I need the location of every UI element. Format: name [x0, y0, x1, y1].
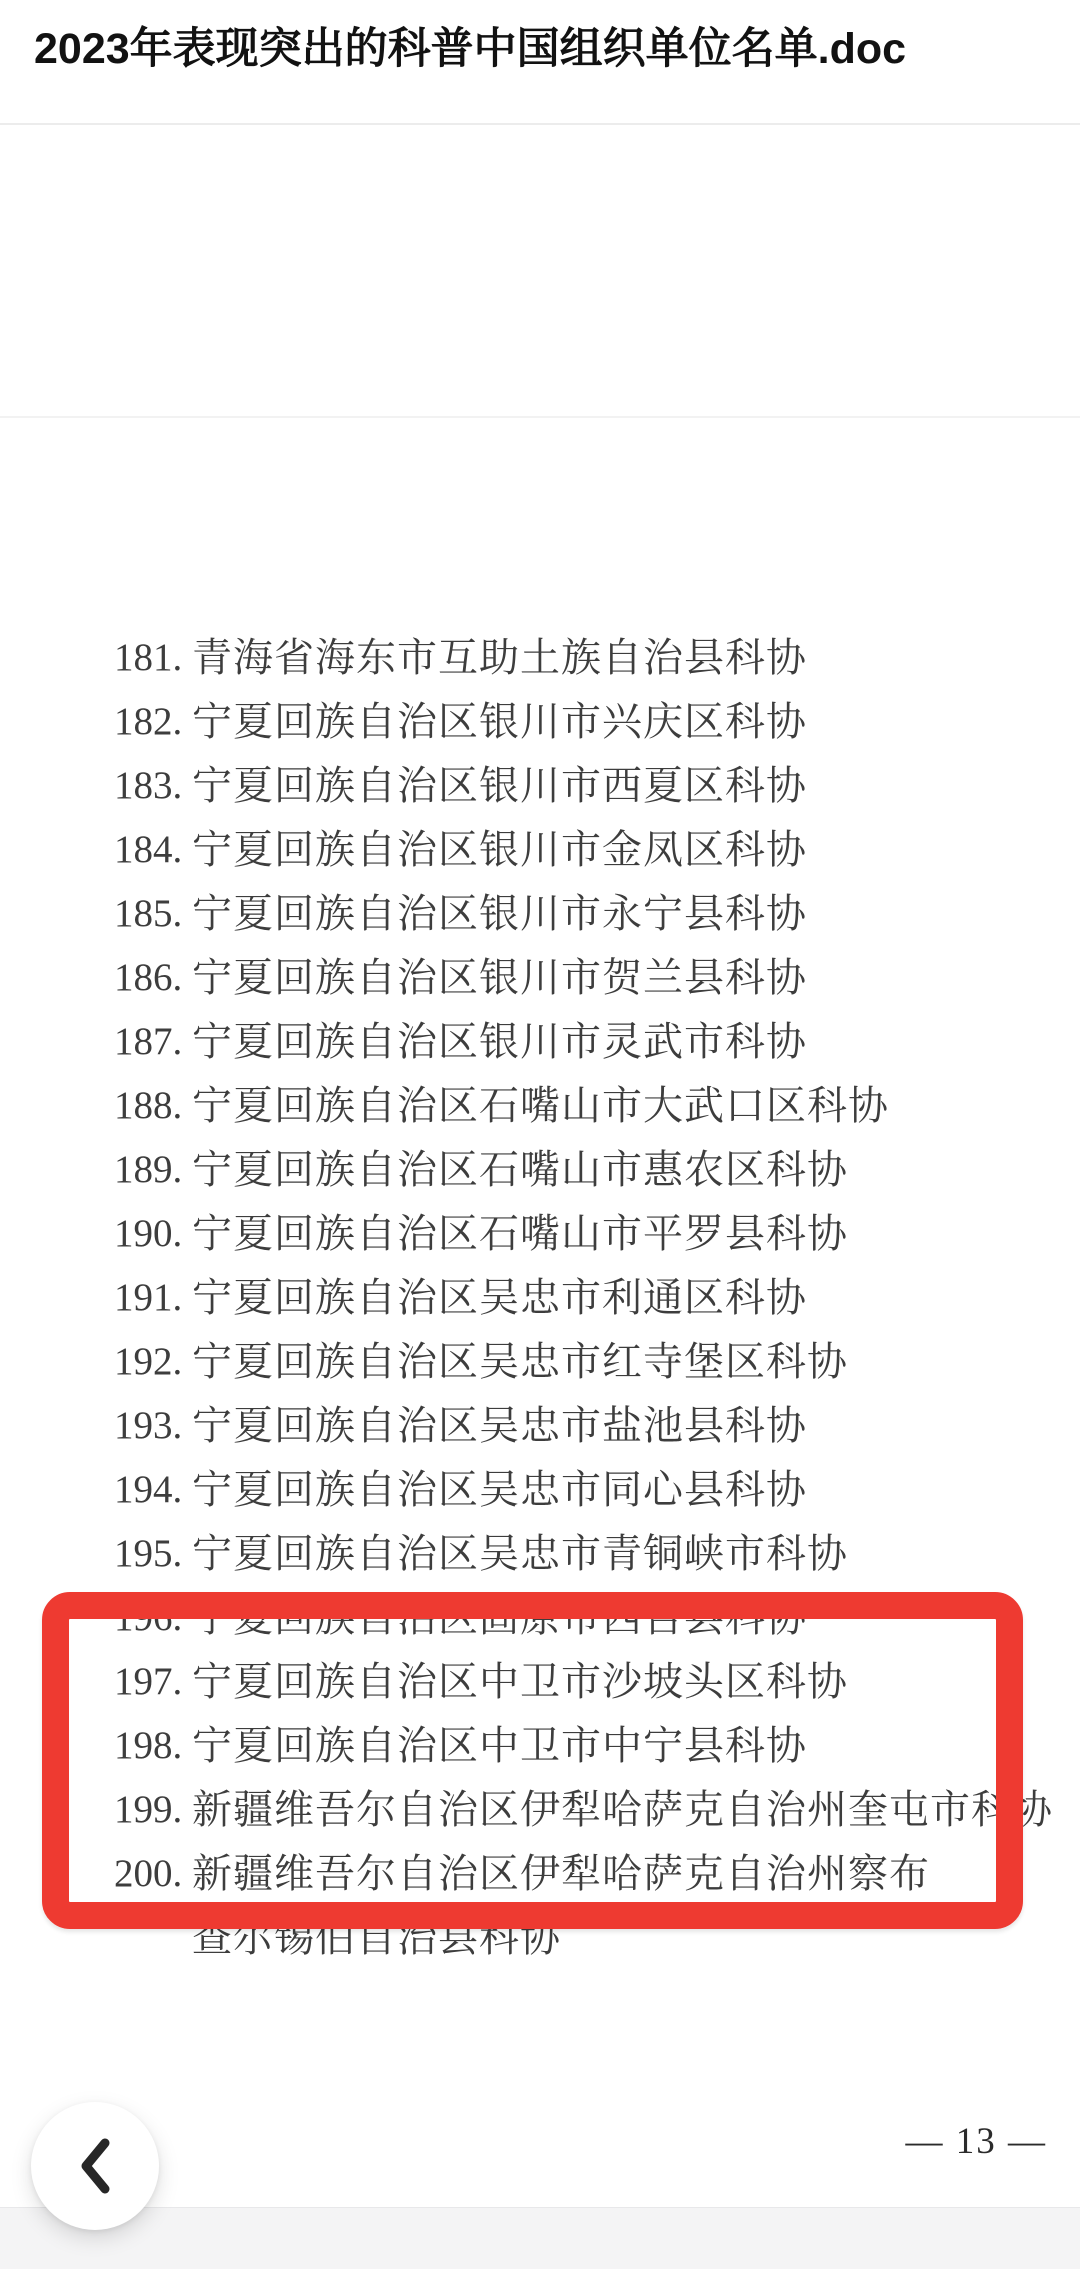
list-item-number: 194.: [114, 1468, 183, 1511]
list-item-text: 宁夏回族自治区吴忠市盐池县科协: [192, 1403, 807, 1448]
list-item-number: 183.: [114, 764, 183, 807]
list-item-text: 青海省海东市互助土族自治县科协: [192, 635, 807, 680]
list-item-number: 200.: [114, 1852, 183, 1895]
list-item-text: 宁夏回族自治区吴忠市同心县科协: [192, 1467, 807, 1512]
list-item-text: 宁夏回族自治区银川市永宁县科协: [192, 891, 807, 936]
list-item-text: 宁夏回族自治区银川市兴庆区科协: [192, 699, 807, 744]
document-title: 2023年表现突出的科普中国组织单位名单.doc: [34, 25, 907, 73]
list-item: [0, 1138, 1080, 1202]
list-item-number: 186.: [114, 956, 183, 999]
list-item: [0, 1458, 1080, 1522]
list-item-text: 新疆维吾尔自治区伊犁哈萨克自治州奎屯市科协: [192, 1787, 1053, 1832]
list-item-text: 宁夏回族自治区银川市金凤区科协: [192, 827, 807, 872]
list-item-text: 新疆维吾尔自治区伊犁哈萨克自治州察布查尔锡伯自治县科协: [192, 1851, 930, 1960]
list-item: [0, 882, 1080, 946]
list-item-text: 宁夏回族自治区石嘴山市大武口区科协: [192, 1083, 889, 1128]
list-item-text: 宁夏回族自治区吴忠市红寺堡区科协: [192, 1339, 848, 1384]
list-item-text: 宁夏回族自治区石嘴山市惠农区科协: [192, 1147, 848, 1192]
list-item-number: 193.: [114, 1404, 183, 1447]
list-item-number: 198.: [114, 1724, 183, 1767]
list-item-number: 190.: [114, 1212, 183, 1255]
list-item: [0, 1266, 1080, 1330]
list-item-number: 195.: [114, 1532, 183, 1575]
list-item-text: 宁夏回族自治区中卫市中宁县科协: [192, 1723, 807, 1768]
list-item-number: 182.: [114, 700, 183, 743]
list-item-text: 宁夏回族自治区固原市西吉县科协: [192, 1595, 807, 1640]
page-separator-line: [0, 416, 1080, 418]
page-number: — 13 —: [905, 2121, 1047, 2162]
list-item-text: 宁夏回族自治区银川市贺兰县科协: [192, 955, 807, 1000]
list-item-number: 199.: [114, 1788, 183, 1831]
highlight-box-annotation: [42, 1592, 1023, 1929]
title-bar: [0, 0, 1080, 125]
list-item-text: 宁夏回族自治区中卫市沙坡头区科协: [192, 1659, 848, 1704]
list-item-number: 188.: [114, 1084, 183, 1127]
list-item-number: 181.: [114, 636, 183, 679]
list-item-number: 185.: [114, 892, 183, 935]
list-item: [0, 754, 1080, 818]
chevron-left-icon: [78, 2137, 112, 2195]
list-item-number: 196.: [114, 1596, 183, 1639]
list-item-text: 宁夏回族自治区吴忠市利通区科协: [192, 1275, 807, 1320]
list-item: [0, 1074, 1080, 1138]
bottom-bar: [0, 2207, 1080, 2269]
list-item: [0, 946, 1080, 1010]
back-button[interactable]: [31, 2102, 159, 2230]
list-item: [0, 1330, 1080, 1394]
list-item-text: 宁夏回族自治区银川市西夏区科协: [192, 763, 807, 808]
list-item-number: 187.: [114, 1020, 183, 1063]
list-item-text: 宁夏回族自治区石嘴山市平罗县科协: [192, 1211, 848, 1256]
list-item: [0, 1522, 1080, 1586]
list-item-number: 184.: [114, 828, 183, 871]
list-item-text: 宁夏回族自治区银川市灵武市科协: [192, 1019, 807, 1064]
list-item-text: 宁夏回族自治区吴忠市青铜峡市科协: [192, 1531, 848, 1576]
list-item-number: 189.: [114, 1148, 183, 1191]
list-item: [0, 690, 1080, 754]
list-item: [0, 1394, 1080, 1458]
list-item-number: 192.: [114, 1340, 183, 1383]
list-item: [0, 1010, 1080, 1074]
list-item: [0, 1202, 1080, 1266]
list-item-number: 191.: [114, 1276, 183, 1319]
list-item: [0, 626, 1080, 690]
list-item: [0, 818, 1080, 882]
list-item-number: 197.: [114, 1660, 183, 1703]
